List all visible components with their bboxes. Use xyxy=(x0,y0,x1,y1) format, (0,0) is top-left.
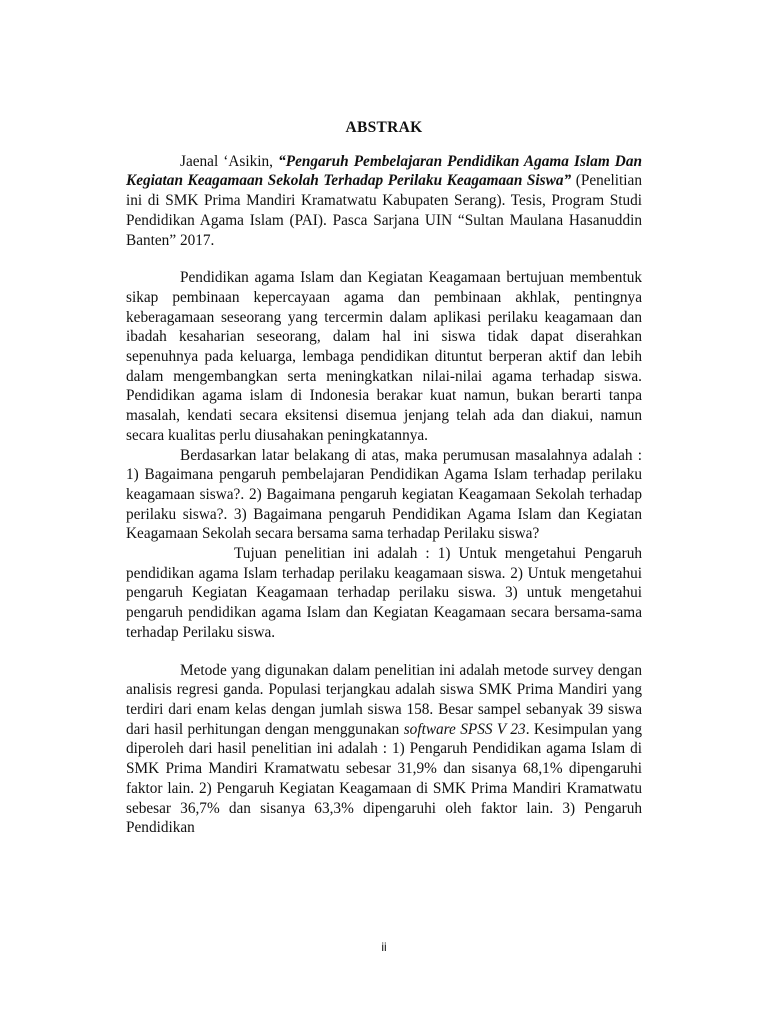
method-text-2: . Kesimpulan yang diperoleh dari hasil penelitian ini adalah : 1) Pengaruh Pendidikan agama Islam di SMK Prima Mandiri Kramatwatu sebesar 31,9% dan sisanya 68,1% dipengaruhi faktor lain. 2) Pengaruh Kegiatan Keagamaan di SMK Prima Mandiri Kramatwatu sebesar 36,7% dan sisanya 63,3% dipengaruhi oleh faktor lain. 3) Pengaruh Pendidikan xyxy=(126,720,642,837)
citation-details: (Penelitian ini di SMK Prima Mandiri Kramatwatu Kabupaten Serang). Tesis, Program Studi Pendidikan Agama Islam (PAI). Pasca Sarjana UIN “Sultan Maulana Hasanuddin Banten” 2017. xyxy=(126,172,642,249)
method-text-1: Metode yang digunakan dalam penelitian ini adalah metode survey dengan analisis regresi ganda. Populasi terjangkau adalah siswa SMK Prima Mandiri yang terdiri dari enam kelas dengan jumlah siswa 158. Besar sampel sebanyak 39 siswa dari hasil perhitungan dengan menggunakan xyxy=(126,661,642,738)
citation-paragraph xyxy=(126,152,642,251)
background-paragraph: Pendidikan agama Islam dan Kegiatan Keagamaan bertujuan membentuk sikap pembinaan kepercayaan agama dan pembinaan akhlak, pentingnya keberagamaan seseorang yang tercermin dalam aplikasi perilaku keagamaan dan ibadah kesaharian seseorang, dalam hal ini siswa tidak dapat diserahkan sepenuhnya pada keluarga, lembaga pendidikan dituntut berperan aktif dan lebih dalam mengembangkan serta meningkatkan nilai-nilai agama terhadap siswa. Pendidikan agama islam di Indonesia berakar kuat namun, bukan berarti tanpa masalah, kendati secara eksitensi disemua jenjang telah ada dan diakui, namun secara kualitas perlu diusahakan peningkatannya. xyxy=(126,269,642,444)
page-title: ABSTRAK xyxy=(345,119,423,136)
method-paragraph xyxy=(126,661,642,838)
objective-paragraph: Tujuan penelitian ini adalah : 1) Untuk mengetahui Pengaruh pendidikan agama Islam terhadap perilaku keagamaan siswa. 2) Untuk mengetahui pengaruh Kegiatan Keagamaan terhadap perilaku siswa. 3) untuk mengetahui pengaruh pendidikan agama Islam dan Kegiatan Keagamaan secara bersama-sama terhadap Perilaku siswa. xyxy=(126,545,642,641)
citation-work-title: “Pengaruh Pembelajaran Pendidikan Agama Islam Dan Kegiatan Keagamaan Sekolah Terhadap Perilaku Keagamaan Siswa” xyxy=(126,152,642,190)
citation-author: Jaenal ‘Asikin, xyxy=(180,152,274,170)
problem-paragraph: Berdasarkan latar belakang di atas, maka perumusan masalahnya adalah : 1) Bagaimana pengaruh pembelajaran Pendidikan Agama Islam terhadap perilaku keagamaan siswa?. 2) Bagaimana pengaruh kegiatan Keagamaan Sekolah terhadap perilaku siswa?. 3) Bagaimana pengaruh Pendidikan Agama Islam dan Kegiatan Keagamaan Sekolah secara bersama sama terhadap Perilaku siswa? xyxy=(126,446,642,543)
abstract-body xyxy=(126,118,642,838)
software-name: software SPSS V 23 xyxy=(403,720,526,738)
page-number: ii xyxy=(381,940,387,954)
